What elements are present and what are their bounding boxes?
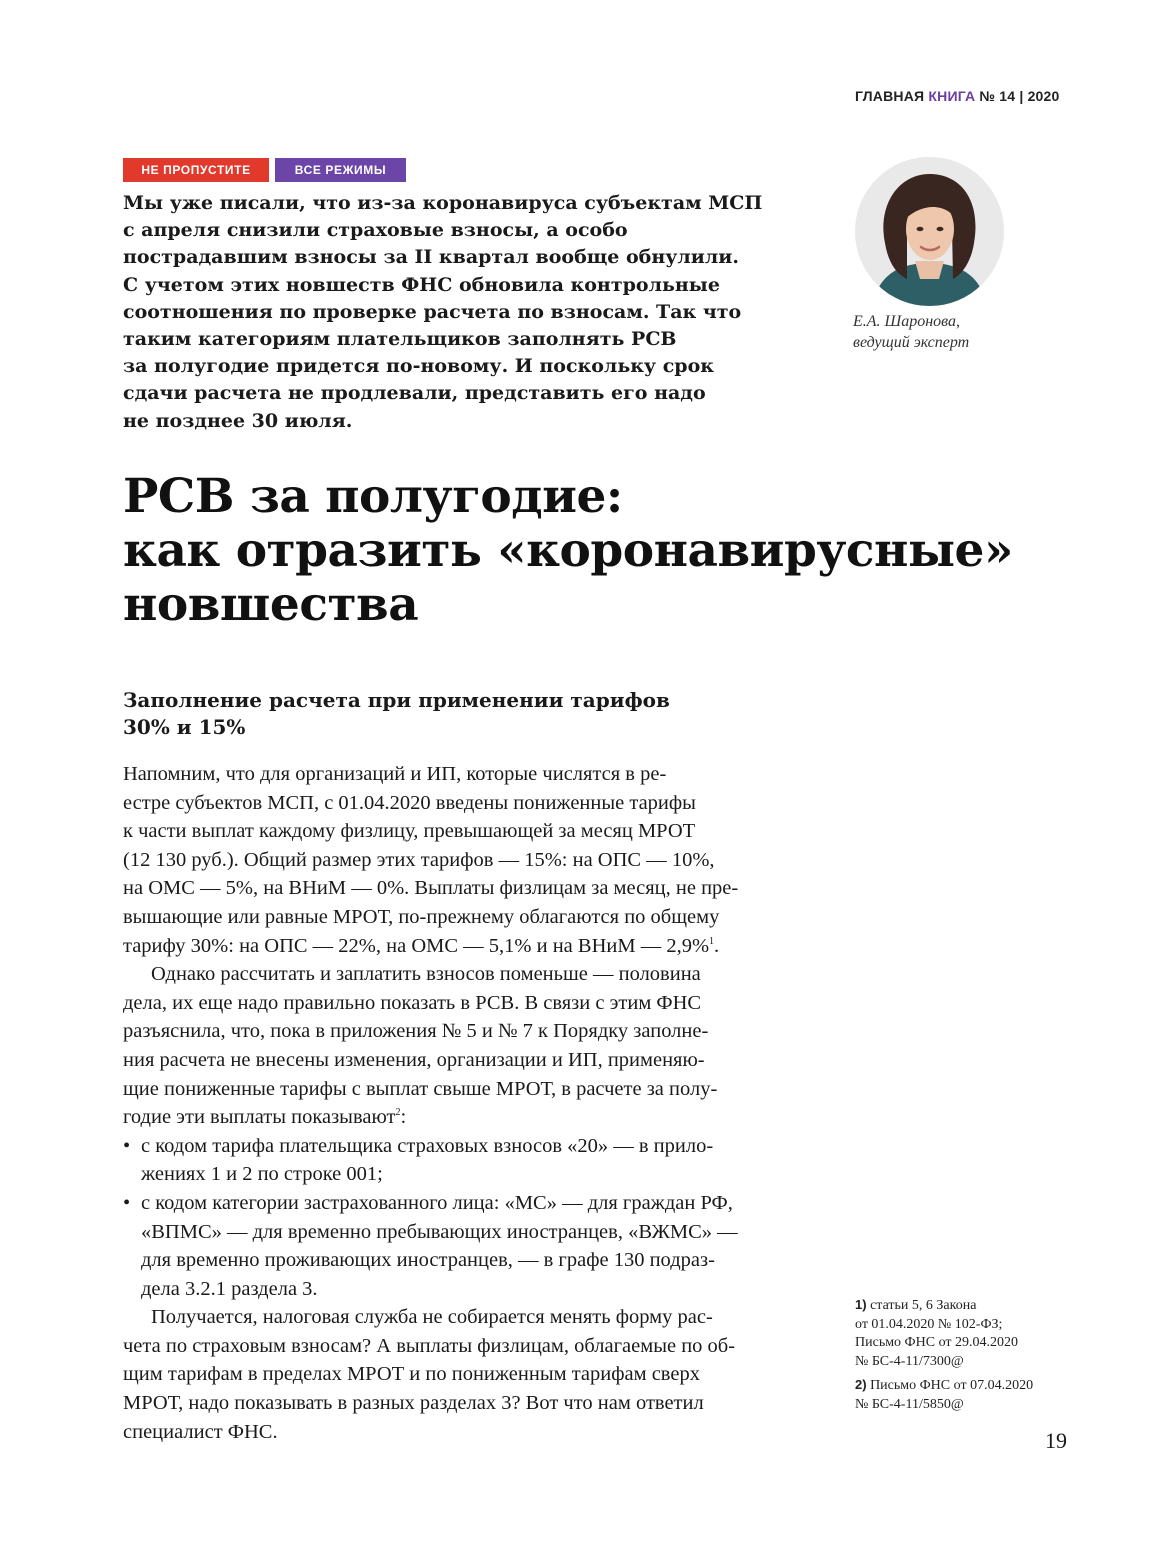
bullet-text: с кодом тарифа плательщика страховых взносов «20» — в прило-	[141, 1134, 714, 1157]
author-role: ведущий эксперт	[853, 334, 970, 351]
body-line: чета по страховым взносам? А выплаты физлицам, облагаемые по об-	[123, 1334, 736, 1357]
footnote-ref-1[interactable]: 1	[709, 935, 715, 947]
body-line-with-ref	[123, 932, 803, 961]
body-line: (12 130 руб.). Общий размер этих тарифов — 15%: на ОПС — 10%,	[123, 848, 715, 871]
body-line: дела, их еще надо правильно показать в РСВ. В связи с этим ФНС	[123, 991, 702, 1014]
author-caption	[853, 311, 1053, 353]
lead-line: соотношения по проверке расчета по взносам. Так что	[123, 300, 742, 323]
author-portrait-icon	[855, 157, 1004, 306]
body-line: на ОМС — 5%, на ВНиМ — 0%. Выплаты физлицам за месяц, не пре-	[123, 877, 739, 900]
body-line: Однако рассчитать и заплатить взносов поменьше — половина	[151, 963, 701, 986]
lead-line: сдачи расчета не продлевали, представить его надо	[123, 382, 706, 405]
footnote-text: статьи 5, 6 Закона	[870, 1298, 977, 1313]
lead-line: с апреля снизили страховые взносы, а особо	[123, 219, 628, 242]
footnote-ref-2[interactable]: 2	[395, 1107, 401, 1119]
bullet-icon: •	[123, 1191, 131, 1214]
magazine-header	[855, 88, 1095, 104]
subtitle-line: 30% и 15%	[123, 715, 246, 739]
footnote-line: Письмо ФНС от 29.04.2020	[855, 1335, 1019, 1350]
title-line: новшества	[123, 577, 419, 632]
section-heading	[123, 687, 823, 741]
brand-part1: ГЛАВНАЯ	[855, 88, 925, 104]
body-line: естре субъектов МСП, с 01.04.2020 введены пониженные тарифы	[123, 791, 696, 814]
footnote-1	[855, 1296, 1085, 1371]
footnote-text: Письмо ФНС от 07.04.2020	[870, 1378, 1034, 1393]
body-line: к части выплат каждому физлицу, превышающей за месяц МРОТ	[123, 820, 696, 843]
footnote-line	[855, 1376, 1085, 1396]
tag-all-regimes[interactable]: ВСЕ РЕЖИМЫ	[275, 158, 406, 182]
body-text: годие эти выплаты показывают	[123, 1106, 396, 1129]
title-line: РСВ за полугодие:	[123, 469, 623, 524]
issue-number: № 14 | 2020	[979, 88, 1060, 104]
bullet-continuation: для временно проживающих иностранцев, — в графе 130 подраз-	[141, 1249, 715, 1272]
footnote-line: от 01.04.2020 № 102-ФЗ;	[855, 1316, 1003, 1332]
subtitle-line: Заполнение расчета при применении тарифов	[123, 688, 670, 712]
author-photo	[855, 157, 1004, 306]
lead-line: Мы уже писали, что из-за коронавируса субъектам МСП	[123, 192, 763, 214]
body-line: разъяснила, что, пока в приложения № 5 и № 7 к Порядку заполне-	[123, 1020, 709, 1043]
lead-line: пострадавшим взносы за II квартал вообще обнулили.	[123, 246, 740, 269]
body-text: тарифу 30%: на ОПС — 22%, на ОМС — 5,1% и на ВНиМ — 2,9%	[123, 934, 710, 957]
tag-dont-miss[interactable]: НЕ ПРОПУСТИТЕ	[123, 158, 269, 182]
bullet-icon: •	[123, 1134, 131, 1157]
bullet-continuation: жениях 1 и 2 по строке 001;	[141, 1163, 383, 1186]
body-line: щие пониженные тарифы с выплат свыше МРОТ, в расчете за полу-	[123, 1077, 718, 1100]
body-line: специалист ФНС.	[123, 1420, 278, 1443]
bullet-item	[123, 1189, 803, 1218]
article-title	[123, 470, 1073, 632]
punct: :	[400, 1106, 407, 1129]
body-line: ния расчета не внесены изменения, организации и ИП, применяю-	[123, 1048, 705, 1071]
footnote-2	[855, 1376, 1085, 1414]
lead-line: таким категориям плательщиков заполнять РСВ	[123, 328, 677, 351]
brand-part2: КНИГА	[928, 88, 976, 104]
footnote-line: № БС-4-11/7300@	[855, 1353, 964, 1369]
lead-line: за полугодие придется по-новому. И поскольку срок	[123, 355, 714, 378]
footnote-line: № БС-4-11/5850@	[855, 1396, 964, 1412]
footnote-number: 1)	[855, 1297, 867, 1312]
footnote-number: 2)	[855, 1377, 867, 1392]
footnote-line	[855, 1296, 1085, 1316]
body-line-with-ref	[123, 1103, 803, 1132]
footnotes	[855, 1296, 1085, 1419]
body-line: МРОТ, надо показывать в разных разделах 3? Вот что нам ответил	[123, 1392, 704, 1415]
body-line: щим тарифам в пределах МРОТ и по пониженным тарифам сверх	[123, 1363, 700, 1386]
page-number: 19	[1045, 1428, 1067, 1453]
lead-line: С учетом этих новшеств ФНС обновила контрольные	[123, 273, 720, 296]
body-line: вышающие или равные МРОТ, по-прежнему облагаются по общему	[123, 905, 720, 928]
punct: .	[714, 934, 720, 957]
body-line: Напомним, что для организаций и ИП, которые числятся в ре-	[123, 763, 667, 785]
author-name: Е.А. Шаронова,	[853, 313, 961, 330]
bullet-continuation: дела 3.2.1 раздела 3.	[141, 1277, 318, 1300]
article-body	[123, 760, 803, 1446]
title-line: как отразить «коронавирусные»	[123, 523, 1013, 578]
bullet-item	[123, 1132, 803, 1161]
lead-line: не позднее 30 июля.	[123, 409, 353, 432]
rubric-tags	[123, 158, 406, 182]
bullet-text: с кодом категории застрахованного лица: «МС» — для граждан РФ,	[141, 1191, 733, 1214]
lead-paragraph	[123, 190, 803, 435]
body-line: Получается, налоговая служба не собирается менять форму рас-	[151, 1306, 713, 1329]
bullet-continuation: «ВПМС» — для временно пребывающих иностранцев, «ВЖМС» —	[141, 1220, 738, 1243]
